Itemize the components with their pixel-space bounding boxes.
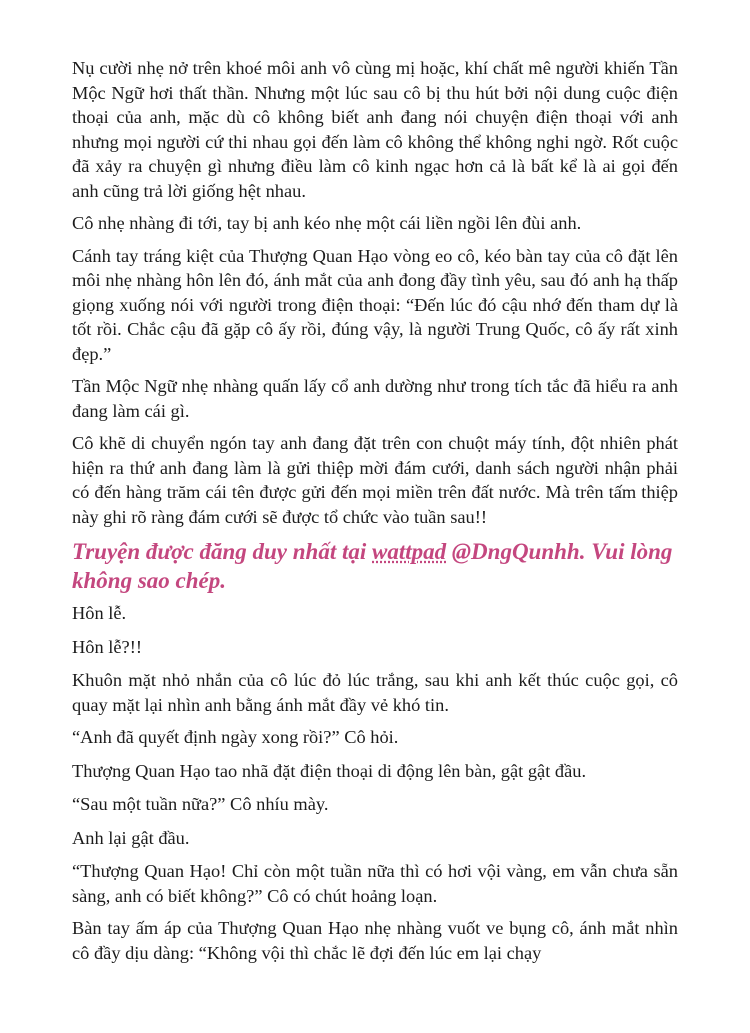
paragraph: Thượng Quan Hạo tao nhã đặt điện thoại di động lên bàn, gật gật đầu.: [72, 760, 587, 781]
notice-suffix: @DngQunhh. Vui lòng không sao chép.: [72, 539, 673, 593]
paragraph: “Sau một tuần nữa?” Cô nhíu mày.: [72, 794, 329, 814]
paragraph: Nụ cười nhẹ nở trên khoé môi anh vô cùng mị hoặc, khí chất mê người khiến Tần Mộc Ngữ hơi thất thần. Nhưng một lúc sau cô bị thu hút bởi nội dung cuộc điện thoại của anh, mặc dù cô không biết anh đang nói chuyện điện thoại với anh nhưng mọi người cứ thi nhau gọi đến làm cô không thể không nghi ngờ. Rốt cuộc đã xảy ra chuyện gì nhưng điều làm cô kinh ngạc hơn cả là bất kể là ai gọi đến anh cũng trả lời giống hệt nhau.: [72, 58, 678, 201]
paragraph: “Anh đã quyết định ngày xong rồi?” Cô hỏi.: [72, 727, 399, 747]
notice-prefix: Truyện được đăng duy nhất tại: [72, 539, 373, 564]
paragraph: Bàn tay ấm áp của Thượng Quan Hạo nhẹ nhàng vuốt ve bụng cô, ánh mắt nhìn cô đầy dịu dàng: “Không vội thì chắc lẽ đợi đến lúc em lại chạy: [72, 918, 678, 963]
document-body: [72, 56, 678, 973]
paragraph: Cô khẽ di chuyển ngón tay anh đang đặt trên con chuột máy tính, đột nhiên phát hiện ra thứ anh đang làm là gửi thiệp mời đám cưới, danh sách người nhận phải có đến hàng trăm cái tên được gửi đến mọi miền trên đất nước. Mà trên tấm thiệp này ghi rõ ràng đám cưới sẽ được tổ chức vào tuần sau!!: [72, 433, 678, 527]
paragraph: Khuôn mặt nhỏ nhắn của cô lúc đỏ lúc trắng, sau khi anh kết thúc cuộc gọi, cô quay mặt lại nhìn anh bằng ánh mắt đầy vẻ khó tin.: [72, 670, 678, 715]
paragraph: Tần Mộc Ngữ nhẹ nhàng quấn lấy cổ anh dường như trong tích tắc đã hiểu ra anh đang làm cái gì.: [72, 376, 678, 421]
wattpad-link[interactable]: wattpad: [372, 539, 447, 564]
copyright-notice: [72, 537, 678, 595]
paragraph: Hôn lễ?!!: [72, 636, 142, 657]
paragraph: Cô nhẹ nhàng đi tới, tay bị anh kéo nhẹ một cái liền ngồi lên đùi anh.: [72, 213, 582, 233]
paragraph: Anh lại gật đầu.: [72, 827, 190, 848]
paragraph: Cánh tay tráng kiệt của Thượng Quan Hạo vòng eo cô, kéo bàn tay của cô đặt lên môi nhẹ nhàng hôn lên đó, ánh mắt của anh đong đầy tình yêu, sau đó anh hạ thấp giọng xuống nói với người trong điện thoại: “Đến lúc đó cậu nhớ đến tham dự là tốt rồi. Chắc cậu đã gặp cô ấy rồi, đúng vậy, là người Trung Quốc, cô ấy rất xinh đẹp.”: [72, 245, 678, 364]
paragraph: “Thượng Quan Hạo! Chỉ còn một tuần nữa thì có hơi vội vàng, em vẫn chưa sẵn sàng, anh có biết không?” Cô có chút hoảng loạn.: [72, 861, 678, 906]
paragraph: Hôn lễ.: [72, 603, 127, 623]
